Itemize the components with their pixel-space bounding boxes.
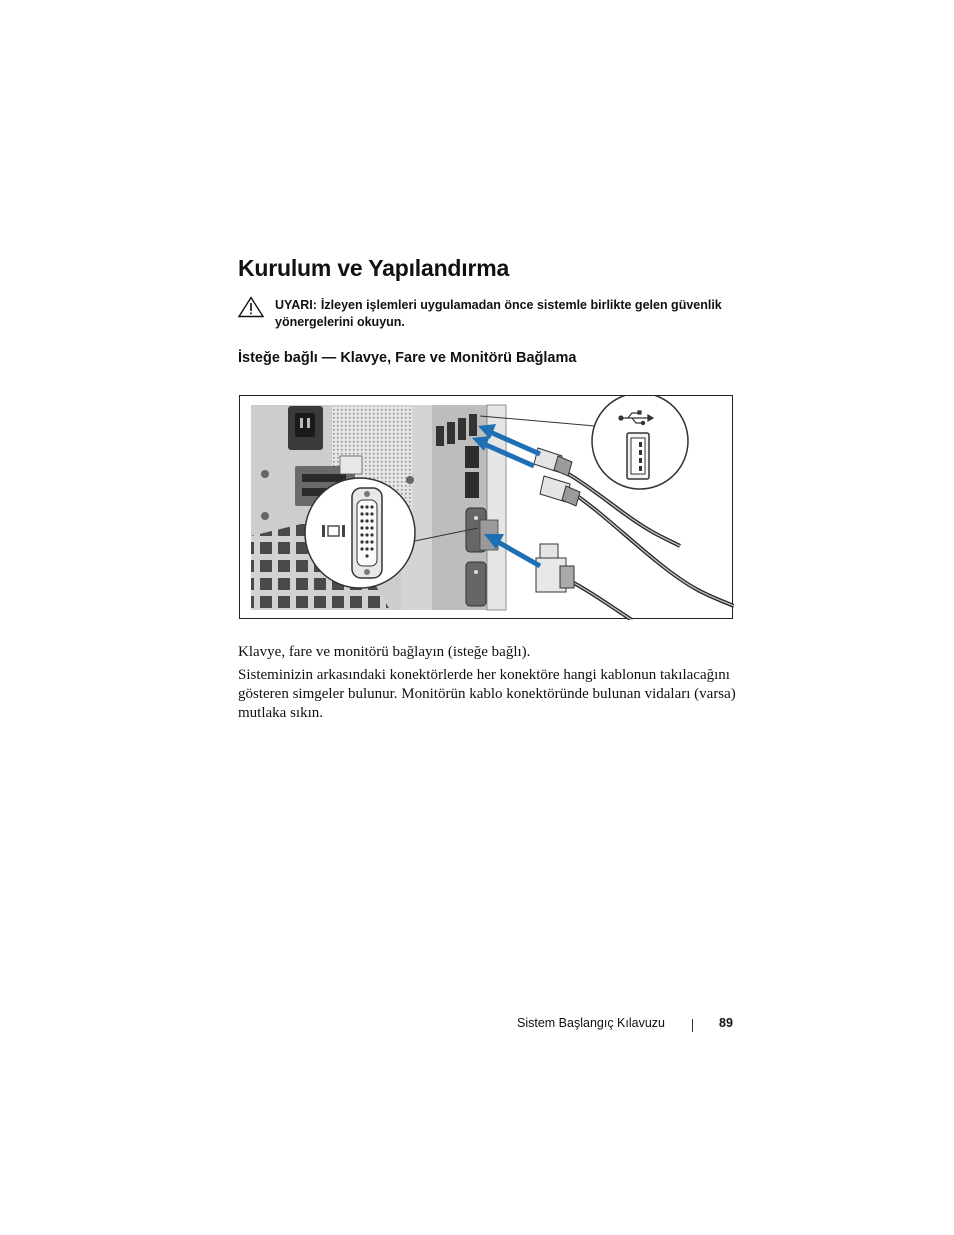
- footer-doc-title: Sistem Başlangıç Kılavuzu: [517, 1016, 665, 1030]
- warning-body: İzleyen işlemleri uygulamadan önce sistemle birlikte gelen güvenlik yönergelerini okuyun.: [275, 298, 722, 329]
- vga-plug: [536, 544, 574, 592]
- footer-separator: [692, 1019, 693, 1032]
- section-title: İsteğe bağlı — Klavye, Fare ve Monitörü Bağlama: [238, 350, 577, 366]
- warning-text: [275, 297, 745, 331]
- back-panel-drawing: [240, 396, 734, 620]
- page-number: 89: [719, 1016, 733, 1030]
- warning-triangle-icon: [238, 296, 264, 318]
- page-title: Kurulum ve Yapılandırma: [238, 255, 510, 281]
- warning-label: UYARI:: [275, 298, 317, 312]
- connection-illustration: [239, 395, 733, 619]
- paragraph-icons: Sisteminizin arkasındaki konektörlerde her konektöre hangi kablonun takılacağını gösteren simgeler bulunur. Monitörün kablo konektöründe bulunan vidaları (varsa) mutlaka sıkın.: [238, 667, 736, 721]
- paragraph-connect: Klavye, fare ve monitörü bağlayın (isteğe bağlı).: [238, 644, 531, 660]
